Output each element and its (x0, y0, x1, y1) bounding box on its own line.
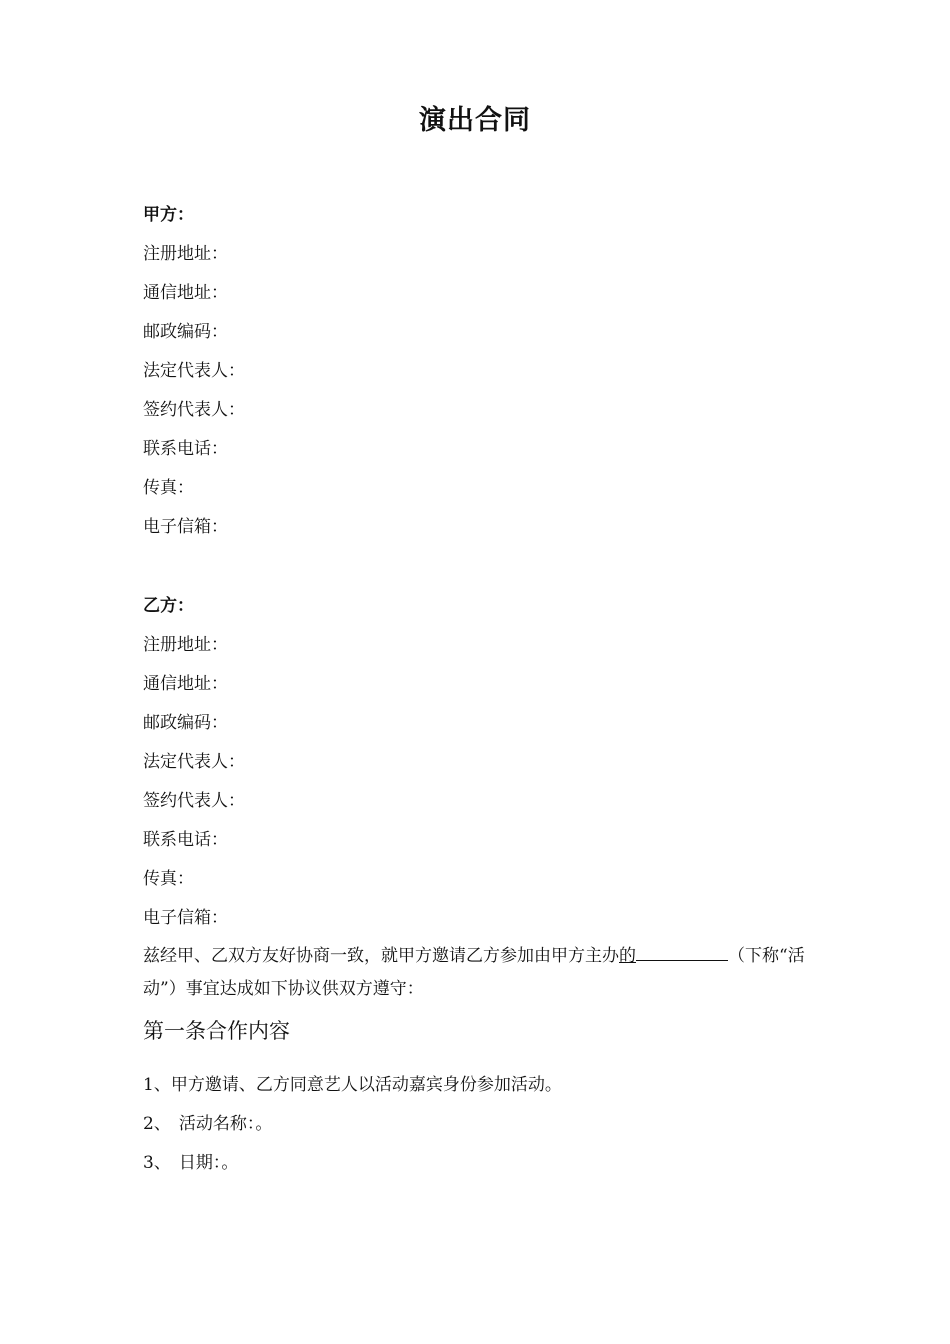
intro-text-part1: 兹经甲、乙双方友好协商一致，就甲方邀请乙方参加由甲方主办 (143, 946, 619, 966)
clause-text: 活动名称：。 (178, 1114, 273, 1134)
clause-item (143, 1105, 823, 1144)
intro-text-part2: （下称“活动”）事宜达成如下协议供双方遵守： (143, 946, 805, 999)
party-b-email: 电子信箱： (143, 908, 228, 928)
clause-text: 甲方邀请、乙方同意艺人以活动嘉宾身份参加活动。 (170, 1075, 562, 1095)
activity-name-blank (636, 940, 728, 961)
party-b-heading: 乙方： (143, 596, 194, 616)
party-a-postal-code: 邮政编码： (143, 322, 228, 342)
clause-text: 日期：。 (178, 1153, 239, 1173)
intro-underlined-text: 的 (619, 946, 636, 966)
party-b-fax: 传真： (143, 869, 194, 889)
party-b-postal-code: 邮政编码： (143, 713, 228, 733)
intro-paragraph (143, 940, 823, 1006)
party-a-mailing-address: 通信地址： (143, 283, 228, 303)
clause-number: 3、 (143, 1153, 171, 1173)
party-a-registered-address: 注册地址： (143, 244, 228, 264)
article-1-title: 第一条合作内容 (143, 1019, 290, 1043)
party-b-phone: 联系电话： (143, 830, 228, 850)
party-a-signing-representative: 签约代表人： (143, 400, 245, 420)
party-a-phone: 联系电话： (143, 439, 228, 459)
clause-number: 2、 (143, 1114, 171, 1134)
clause-item (143, 1066, 823, 1105)
party-a-heading: 甲方： (143, 205, 194, 225)
party-b-legal-representative: 法定代表人： (143, 752, 245, 772)
party-b-signing-representative: 签约代表人： (143, 791, 245, 811)
party-b-registered-address: 注册地址： (143, 635, 228, 655)
document-title: 演出合同 (419, 105, 531, 136)
clause-item (143, 1144, 823, 1183)
party-a-legal-representative: 法定代表人： (143, 361, 245, 381)
party-b-section (143, 587, 823, 938)
article-1-clauses (143, 1066, 823, 1183)
party-a-fax: 传真： (143, 478, 194, 498)
party-a-email: 电子信箱： (143, 517, 228, 537)
party-b-mailing-address: 通信地址： (143, 674, 228, 694)
clause-number: 1、 (143, 1075, 171, 1095)
party-a-section (143, 196, 823, 547)
